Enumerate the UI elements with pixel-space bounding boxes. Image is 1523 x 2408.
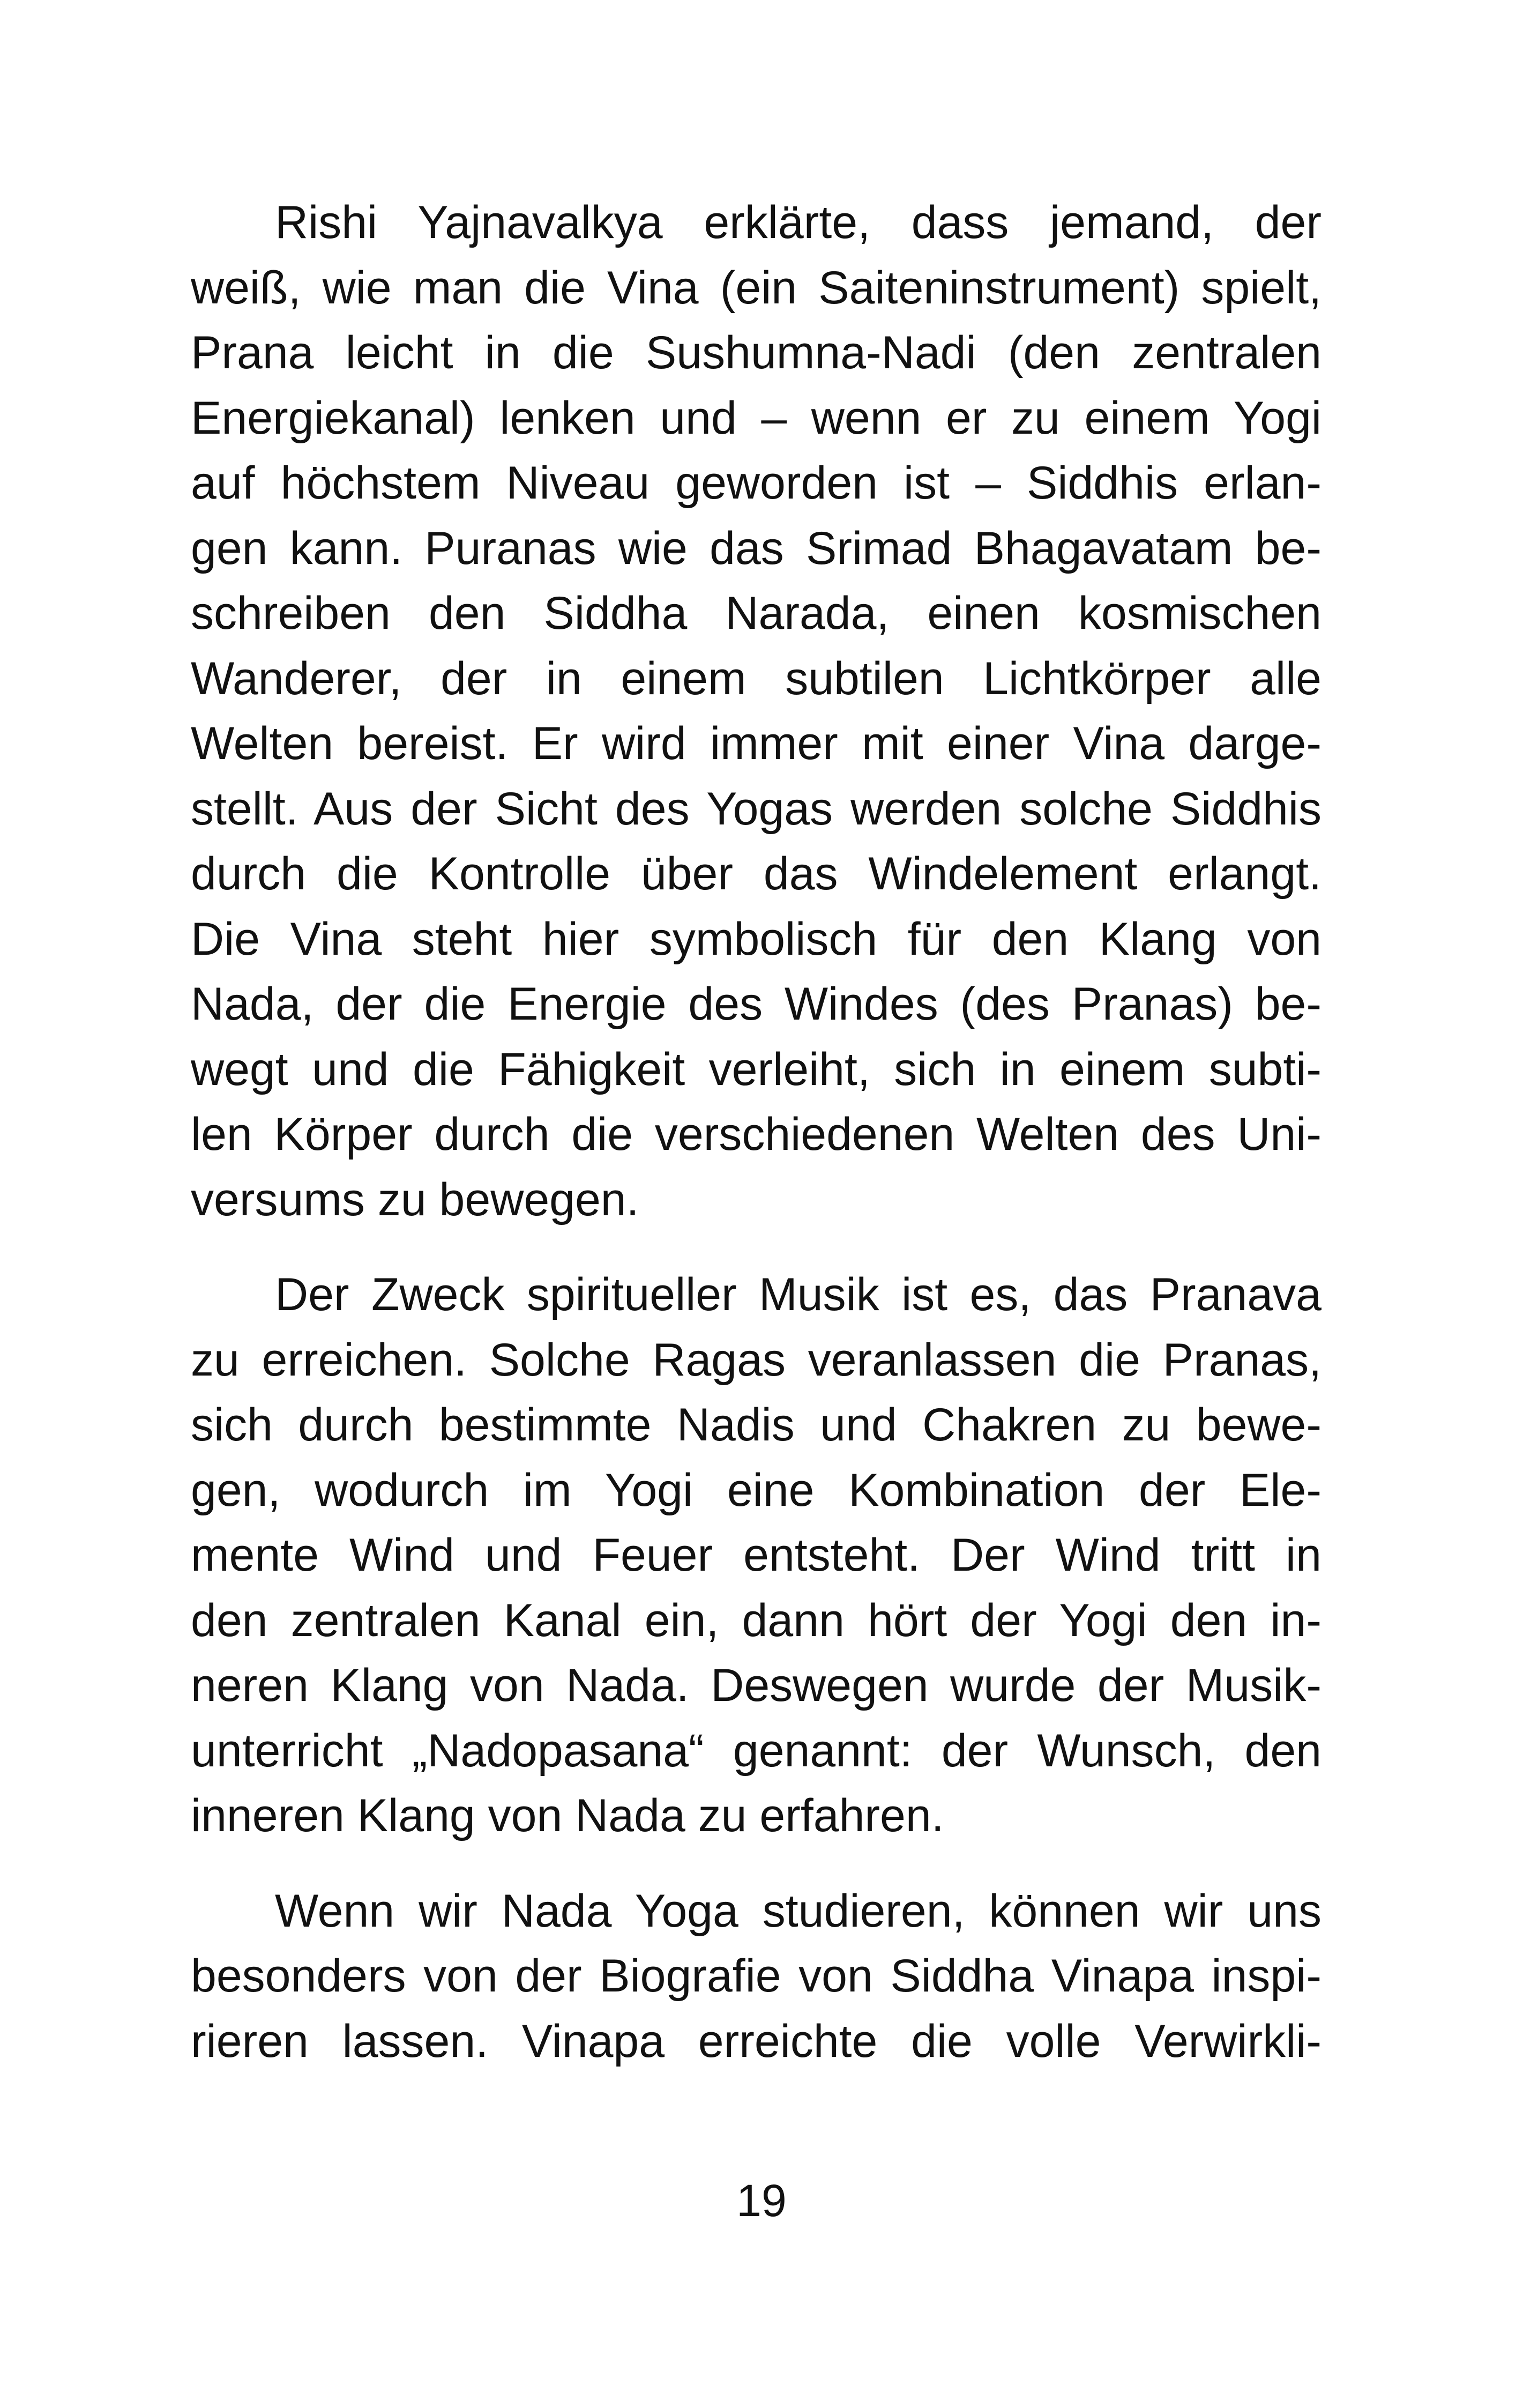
text-line: Wanderer, der in einem subtilen Lichtkörper alle [191, 652, 1322, 704]
text-line: Prana leicht in die Sushumna-Nadi (den zentralen [191, 327, 1322, 378]
text-line: len Körper durch die verschiedenen Welten des Uni- [191, 1109, 1322, 1160]
text-line: gen kann. Puranas wie das Srimad Bhagavatam be- [191, 522, 1322, 574]
text-line: weiß, wie man die Vina (ein Saiteninstrument) spielt, [191, 262, 1322, 314]
text-line: Der Zweck spiritueller Musik ist es, das Pranava [275, 1269, 1322, 1320]
body-text [191, 190, 1322, 2104]
text-line: Welten bereist. Er wird immer mit einer Vina darge- [191, 718, 1322, 769]
text-line: wegt und die Fähigkeit verleiht, sich in einem subti- [191, 1043, 1322, 1095]
text-line: mente Wind und Feuer entsteht. Der Wind tritt in [191, 1529, 1322, 1581]
text-line: rieren lassen. Vinapa erreichte die volle Verwirkli- [191, 2015, 1322, 2067]
text-line: Nada, der die Energie des Windes (des Pranas) be- [191, 978, 1322, 1030]
text-line: durch die Kontrolle über das Windelement erlangt. [191, 848, 1322, 900]
page-number: 19 [736, 2175, 787, 2226]
text-line: auf höchstem Niveau geworden ist – Siddhis erlan- [191, 457, 1322, 509]
text-line: den zentralen Kanal ein, dann hört der Yogi den in- [191, 1594, 1322, 1646]
paragraph-1 [191, 190, 1322, 1232]
text-line: unterricht „Nadopasana“ genannt: der Wunsch, den [191, 1725, 1322, 1777]
paragraph-2 [191, 1262, 1322, 1849]
paragraph-3 [191, 1879, 1322, 2075]
text-line: neren Klang von Nada. Deswegen wurde der Musik- [191, 1660, 1322, 1711]
text-line: versums zu bewegen. [191, 1173, 639, 1225]
text-line: sich durch bestimmte Nadis und Chakren zu bewe- [191, 1399, 1322, 1451]
text-line: zu erreichen. Solche Ragas veranlassen die Pranas, [191, 1334, 1322, 1386]
text-line: Energiekanal) lenken und – wenn er zu einem Yogi [191, 392, 1322, 444]
text-line: Rishi Yajnavalkya erklärte, dass jemand, der [275, 197, 1322, 248]
text-line: gen, wodurch im Yogi eine Kombination der Ele- [191, 1464, 1322, 1516]
text-line: Wenn wir Nada Yoga studieren, können wir uns [275, 1885, 1322, 1937]
text-line: besonders von der Biografie von Siddha Vinapa inspi- [191, 1950, 1322, 2002]
text-line: inneren Klang von Nada zu erfahren. [191, 1790, 944, 1841]
text-line: Die Vina steht hier symbolisch für den Klang von [191, 913, 1322, 965]
text-line: stellt. Aus der Sicht des Yogas werden solche Siddhis [191, 783, 1322, 835]
text-line: schreiben den Siddha Narada, einen kosmischen [191, 588, 1322, 639]
